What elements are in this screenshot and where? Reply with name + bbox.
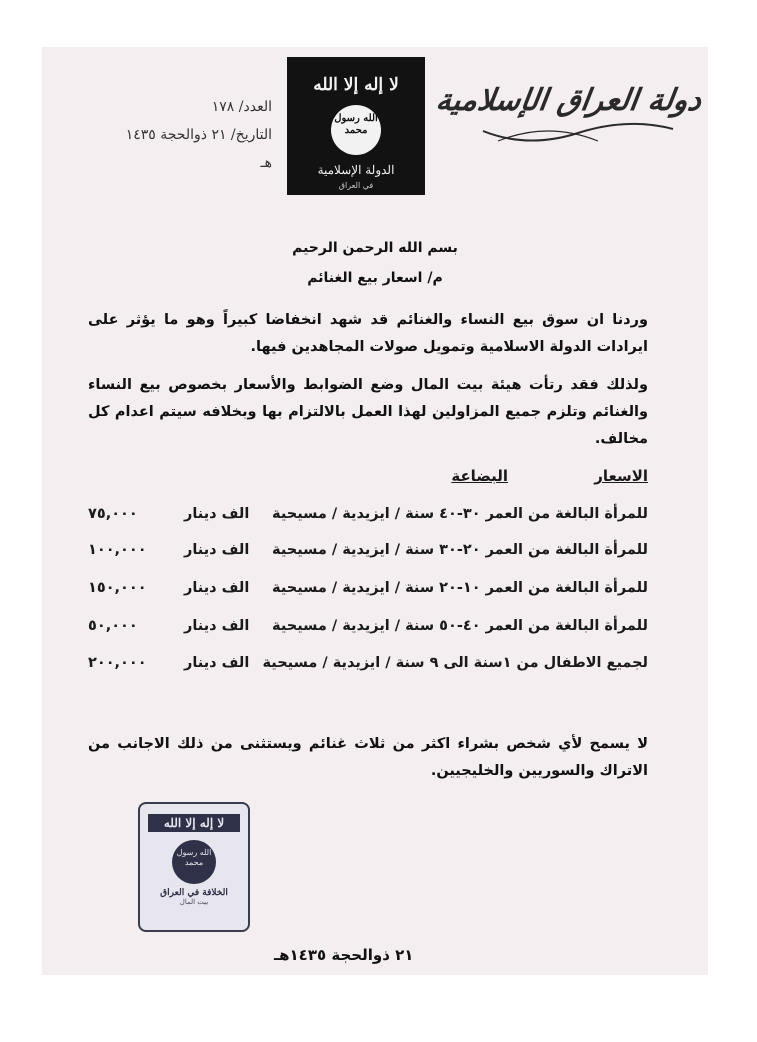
emblem-top-text: لا إله إلا الله — [313, 75, 399, 95]
subject-line: م/ اسعار بيع الغنائم — [307, 270, 443, 286]
price-row — [88, 542, 648, 570]
stamp-seal: الله رسول محمد — [172, 840, 216, 884]
emblem-state-name: الدولة الإسلامية — [317, 163, 395, 177]
flag-emblem — [287, 57, 425, 195]
calligraphy-title: دولة العراق الإسلامية — [433, 83, 704, 118]
price-row — [88, 618, 648, 646]
paragraph-1: وردنا ان سوق بيع النساء والغنائم قد شهد انخفاضا كبيراً وهو ما يؤثر على ايرادات الدولة الاسلامية وتمويل صولات المجاهدين فيها. — [88, 312, 648, 355]
document-date: التاريخ/ ٢١ ذوالحجة ١٤٣٥ هـ — [125, 127, 272, 171]
stamp-name: الخلافة في العراق — [160, 888, 228, 898]
header-goods: البضاعة — [451, 467, 508, 485]
row-description: للمرأة البالغة من العمر ٢٠-٣٠ سنة / ايزيدية / مسيحية — [272, 542, 648, 558]
footer-date: ٢١ ذوالحجة ١٤٣٥هـ — [274, 946, 414, 964]
price-row — [88, 506, 648, 534]
row-price: ١٠٠,٠٠٠ — [88, 542, 147, 558]
closing-paragraph: لا يسمح لأي شخص بشراء اكثر من ثلاث غنائم ويستثنى من ذلك الاجانب من الاتراك والسوريين والخليجيين. — [88, 736, 648, 779]
document-meta — [122, 93, 272, 177]
row-price: ٧٥,٠٠٠ — [88, 506, 138, 522]
row-price: ١٥٠,٠٠٠ — [88, 580, 147, 596]
row-price: ٢٠٠,٠٠٠ — [88, 655, 147, 671]
row-description: للمرأة البالغة من العمر ٤٠-٥٠ سنة / ايزيدية / مسيحية — [272, 618, 648, 634]
stamp-top-text: لا إله إلا الله — [148, 814, 240, 832]
row-unit: الف دينار — [184, 655, 250, 671]
price-row — [88, 580, 648, 608]
header-prices: الاسعار — [594, 467, 648, 485]
row-unit: الف دينار — [184, 542, 250, 558]
emblem-region: في العراق — [338, 181, 374, 190]
stamp-sub: بيت المال — [179, 898, 209, 906]
emblem-seal: الله رسول محمد — [331, 105, 381, 155]
document-page — [42, 47, 708, 975]
row-unit: الف دينار — [184, 580, 250, 596]
row-description: للمرأة البالغة من العمر ٣٠-٤٠ سنة / ايزيدية / مسيحية — [272, 506, 648, 522]
issue-number: العدد/ ١٧٨ — [211, 99, 272, 115]
calligraphy-flourish — [478, 111, 678, 151]
row-price: ٥٠,٠٠٠ — [88, 618, 138, 634]
price-row — [88, 655, 648, 683]
row-unit: الف دينار — [184, 618, 250, 634]
paragraph-2: ولذلك فقد رتأت هيئة بيت المال وضع الضوابط والأسعار بخصوص بيع النساء والغنائم وتلزم جميع المزاولين لهذا العمل بالالتزام بها وبخلافه سيتم اعدام كل مخالف. — [88, 377, 648, 447]
basmala: بسم الله الرحمن الرحيم — [292, 240, 458, 256]
row-description: للمرأة البالغة من العمر ١٠-٢٠ سنة / ايزيدية / مسيحية — [272, 580, 648, 596]
row-unit: الف دينار — [184, 506, 250, 522]
official-stamp — [138, 802, 250, 932]
row-description: لجميع الاطفال من ١سنة الى ٩ سنة / ايزيدية / مسيحية — [262, 655, 648, 671]
